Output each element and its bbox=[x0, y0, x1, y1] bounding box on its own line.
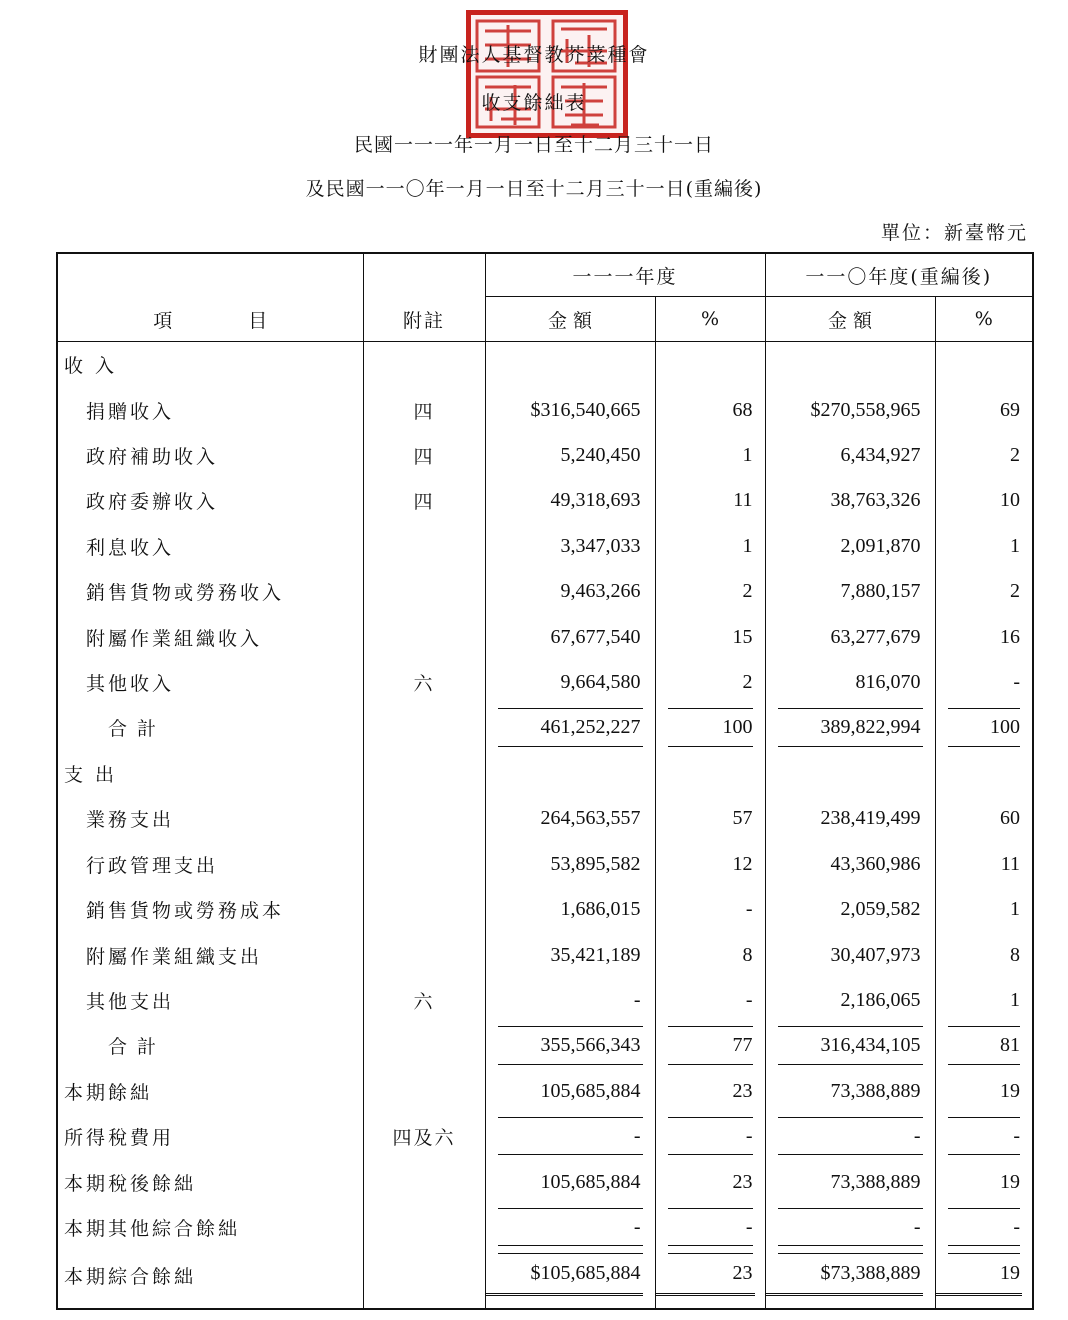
pct-prior: 19 bbox=[935, 1069, 1033, 1114]
amount-current: 461,252,227 bbox=[485, 705, 655, 750]
pct-prior bbox=[935, 342, 1033, 388]
amount-prior: 6,434,927 bbox=[765, 433, 935, 478]
seal-pattern-icon bbox=[471, 15, 623, 133]
amount-prior: - bbox=[765, 1205, 935, 1250]
column-header-amount-prior: 金 額 bbox=[765, 297, 935, 342]
pct-prior: - bbox=[935, 660, 1033, 705]
row-label: 合計 bbox=[108, 718, 167, 741]
amount-current bbox=[485, 1250, 655, 1309]
row-note bbox=[363, 751, 485, 796]
pct-prior: 16 bbox=[935, 614, 1033, 659]
row-label: 行政管理支出 bbox=[86, 854, 219, 877]
pct-prior: 81 bbox=[935, 1023, 1033, 1068]
row-label: 捐贈收入 bbox=[86, 400, 175, 423]
row-note bbox=[363, 705, 485, 750]
pct-prior: 11 bbox=[935, 841, 1033, 886]
amount-current: 1,686,015 bbox=[485, 887, 655, 932]
row-note bbox=[363, 342, 485, 388]
pct-prior: 1 bbox=[935, 887, 1033, 932]
row-label: 其他支出 bbox=[86, 990, 175, 1013]
amount-prior: 63,277,679 bbox=[765, 614, 935, 659]
row-note bbox=[363, 796, 485, 841]
amount-prior: 238,419,499 bbox=[765, 796, 935, 841]
row-note bbox=[363, 614, 485, 659]
table-row bbox=[57, 569, 1033, 614]
statement-title: 收支餘絀表 bbox=[481, 92, 587, 114]
pct-prior: 2 bbox=[935, 433, 1033, 478]
row-note bbox=[363, 524, 485, 569]
pct-current: 1 bbox=[655, 433, 765, 478]
row-note: 六 bbox=[363, 660, 485, 705]
pct-current: 8 bbox=[655, 932, 765, 977]
amount-prior bbox=[765, 342, 935, 388]
row-label: 本期其他綜合餘絀 bbox=[64, 1217, 241, 1240]
double-underline bbox=[656, 1293, 755, 1296]
statement-table bbox=[56, 252, 1034, 1310]
row-note bbox=[363, 1159, 485, 1204]
row-label: 銷售貨物或勞務收入 bbox=[86, 582, 285, 605]
row-note bbox=[363, 841, 485, 886]
column-group-prior-year: 一一〇年度(重編後) bbox=[765, 253, 1033, 297]
pct-prior: 19 bbox=[935, 1159, 1033, 1204]
row-label: 銷售貨物或勞務成本 bbox=[86, 900, 285, 923]
table-row bbox=[57, 660, 1033, 705]
pct-current bbox=[655, 342, 765, 388]
row-note: 四 bbox=[363, 387, 485, 432]
amount-current-value: $105,685,884 bbox=[530, 1262, 641, 1285]
table-row bbox=[57, 932, 1033, 977]
row-note: 四 bbox=[363, 433, 485, 478]
pct-prior: 10 bbox=[935, 478, 1033, 523]
table-row bbox=[57, 433, 1033, 478]
pct-prior: 8 bbox=[935, 932, 1033, 977]
table-row bbox=[57, 1159, 1033, 1204]
pct-prior bbox=[935, 751, 1033, 796]
row-label: 收 入 bbox=[64, 355, 118, 378]
table-row bbox=[57, 887, 1033, 932]
amount-prior: 73,388,889 bbox=[765, 1069, 935, 1114]
column-group-current-year: 一一一年度 bbox=[485, 253, 765, 297]
amount-current: - bbox=[485, 1205, 655, 1250]
pct-current-value: 23 bbox=[732, 1262, 753, 1285]
row-note bbox=[363, 932, 485, 977]
pct-current: 68 bbox=[655, 387, 765, 432]
pct-current: 77 bbox=[655, 1023, 765, 1068]
amount-current bbox=[485, 342, 655, 388]
pct-current: 15 bbox=[655, 614, 765, 659]
total-row bbox=[57, 1250, 1033, 1309]
row-note: 四及六 bbox=[363, 1114, 485, 1159]
amount-prior: 316,434,105 bbox=[765, 1023, 935, 1068]
amount-current: 9,664,580 bbox=[485, 660, 655, 705]
table-row bbox=[57, 978, 1033, 1023]
row-note bbox=[363, 1250, 485, 1309]
amount-current: 105,685,884 bbox=[485, 1159, 655, 1204]
amount-current: 67,677,540 bbox=[485, 614, 655, 659]
row-note bbox=[363, 1023, 485, 1068]
double-underline bbox=[936, 1293, 1023, 1296]
amount-prior: 7,880,157 bbox=[765, 569, 935, 614]
amount-prior bbox=[765, 751, 935, 796]
amount-current: 3,347,033 bbox=[485, 524, 655, 569]
pct-prior: 1 bbox=[935, 524, 1033, 569]
row-label: 附屬作業組織收入 bbox=[86, 627, 263, 650]
amount-prior: 30,407,973 bbox=[765, 932, 935, 977]
pct-current: - bbox=[655, 1114, 765, 1159]
amount-prior: 2,186,065 bbox=[765, 978, 935, 1023]
amount-current: 35,421,189 bbox=[485, 932, 655, 977]
row-note bbox=[363, 1069, 485, 1114]
table-row bbox=[57, 1205, 1033, 1250]
amount-prior bbox=[765, 1250, 935, 1309]
pct-prior bbox=[935, 1250, 1033, 1309]
amount-prior: 389,822,994 bbox=[765, 705, 935, 750]
pct-current: 57 bbox=[655, 796, 765, 841]
row-label: 所得稅費用 bbox=[64, 1127, 175, 1150]
pct-current: 1 bbox=[655, 524, 765, 569]
column-header-amount-current: 金 額 bbox=[485, 297, 655, 342]
pct-prior: 69 bbox=[935, 387, 1033, 432]
row-label: 利息收入 bbox=[86, 536, 175, 559]
table-row bbox=[57, 524, 1033, 569]
row-label: 附屬作業組織支出 bbox=[86, 945, 263, 968]
pct-current: 11 bbox=[655, 478, 765, 523]
pct-prior: - bbox=[935, 1205, 1033, 1250]
amount-prior: 43,360,986 bbox=[765, 841, 935, 886]
table-row bbox=[57, 387, 1033, 432]
amount-prior: 2,091,870 bbox=[765, 524, 935, 569]
amount-current: - bbox=[485, 1114, 655, 1159]
official-seal bbox=[466, 10, 628, 138]
amount-current: 49,318,693 bbox=[485, 478, 655, 523]
row-label: 本期綜合餘絀 bbox=[64, 1266, 197, 1289]
pct-prior: 100 bbox=[935, 705, 1033, 750]
period-prior: 及民國一一〇年一月一日至十二月三十一日(重編後) bbox=[305, 178, 763, 200]
row-label: 本期稅後餘絀 bbox=[64, 1172, 197, 1195]
amount-current: 355,566,343 bbox=[485, 1023, 655, 1068]
amount-prior: 2,059,582 bbox=[765, 887, 935, 932]
amount-prior: 38,763,326 bbox=[765, 478, 935, 523]
amount-prior: - bbox=[765, 1114, 935, 1159]
pct-prior: 1 bbox=[935, 978, 1033, 1023]
table-row bbox=[57, 342, 1033, 388]
amount-prior: 73,388,889 bbox=[765, 1159, 935, 1204]
period-current: 民國一一一年一月一日至十二月三十一日 bbox=[353, 134, 714, 156]
table-row bbox=[57, 614, 1033, 659]
amount-current: 264,563,557 bbox=[485, 796, 655, 841]
currency-unit: 單位：新臺幣元 bbox=[880, 222, 1028, 244]
table-row bbox=[57, 796, 1033, 841]
row-label: 業務支出 bbox=[86, 809, 175, 832]
pct-current: 12 bbox=[655, 841, 765, 886]
table-row bbox=[57, 751, 1033, 796]
amount-current bbox=[485, 751, 655, 796]
amount-current: 53,895,582 bbox=[485, 841, 655, 886]
row-note bbox=[363, 887, 485, 932]
org-name: 財團法人基督教芥菜種會 bbox=[418, 44, 650, 66]
amount-current: - bbox=[485, 978, 655, 1023]
pct-current: 23 bbox=[655, 1159, 765, 1204]
row-label: 支 出 bbox=[64, 763, 118, 786]
row-note bbox=[363, 569, 485, 614]
row-note: 六 bbox=[363, 978, 485, 1023]
subtotal-row bbox=[57, 1023, 1033, 1068]
table-row bbox=[57, 478, 1033, 523]
double-underline bbox=[766, 1293, 923, 1296]
row-label: 政府委辦收入 bbox=[86, 491, 219, 514]
pct-current: - bbox=[655, 978, 765, 1023]
amount-prior-value: $73,388,889 bbox=[820, 1262, 921, 1285]
pct-current: 2 bbox=[655, 569, 765, 614]
amount-prior: 816,070 bbox=[765, 660, 935, 705]
row-note bbox=[363, 1205, 485, 1250]
subtotal-row bbox=[57, 705, 1033, 750]
table-row bbox=[57, 1069, 1033, 1114]
pct-prior: 2 bbox=[935, 569, 1033, 614]
pct-current: - bbox=[655, 1205, 765, 1250]
table-row bbox=[57, 1114, 1033, 1159]
column-header-pct-current: % bbox=[655, 297, 765, 342]
pct-current: 2 bbox=[655, 660, 765, 705]
pct-prior: 60 bbox=[935, 796, 1033, 841]
amount-current: 9,463,266 bbox=[485, 569, 655, 614]
pct-current: 23 bbox=[655, 1069, 765, 1114]
pct-current bbox=[655, 1250, 765, 1309]
column-header-note: 附註 bbox=[363, 253, 485, 342]
amount-prior: $270,558,965 bbox=[765, 387, 935, 432]
amount-current: 5,240,450 bbox=[485, 433, 655, 478]
column-header-pct-prior: % bbox=[935, 297, 1033, 342]
amount-current: 105,685,884 bbox=[485, 1069, 655, 1114]
amount-current: $316,540,665 bbox=[485, 387, 655, 432]
row-note: 四 bbox=[363, 478, 485, 523]
row-label: 合計 bbox=[108, 1036, 167, 1059]
table-row bbox=[57, 841, 1033, 886]
pct-prior: - bbox=[935, 1114, 1033, 1159]
pct-prior-value: 19 bbox=[1000, 1262, 1021, 1285]
pct-current bbox=[655, 751, 765, 796]
row-label: 本期餘絀 bbox=[64, 1081, 153, 1104]
row-label: 政府補助收入 bbox=[86, 446, 219, 469]
pct-current: - bbox=[655, 887, 765, 932]
row-label: 其他收入 bbox=[86, 673, 175, 696]
double-underline bbox=[486, 1293, 643, 1296]
column-header-item: 項 目 bbox=[57, 253, 363, 342]
pct-current: 100 bbox=[655, 705, 765, 750]
